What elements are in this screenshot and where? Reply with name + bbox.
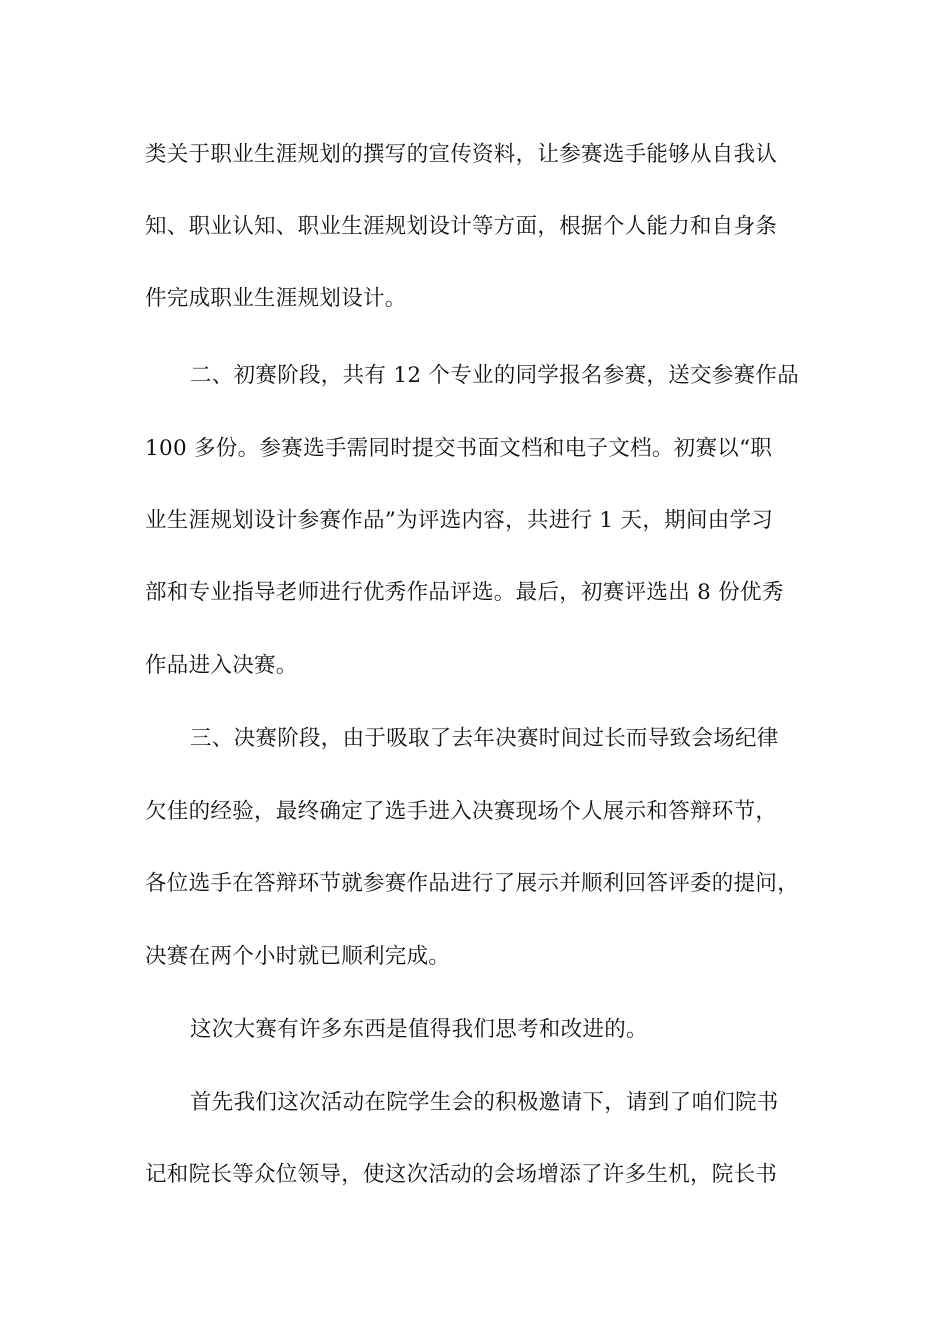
text-line: 100 多份。参赛选手需同时提交书面文档和电子文档。初赛以“职 <box>145 436 773 461</box>
text-line: 知、职业认知、职业生涯规划设计等方面，根据个人能力和自身条 <box>145 214 778 239</box>
paragraph-start-line: 三、决赛阶段，由于吸取了去年决赛时间过长而导致会场纪律 <box>190 726 779 751</box>
text-line: 件完成职业生涯规划设计。 <box>145 286 407 311</box>
paragraph-start-line: 二、初赛阶段，共有 12 个专业的同学报名参赛，送交参赛作品 <box>190 363 800 388</box>
text-line: 部和专业指导老师进行优秀作品评选。最后，初赛评选出 8 份优秀 <box>145 580 784 605</box>
text-line: 类关于职业生涯规划的撰写的宣传资料，让参赛选手能够从自我认 <box>145 142 778 167</box>
text-line: 业生涯规划设计参赛作品”为评选内容，共进行 1 天，期间由学习 <box>145 508 774 533</box>
text-line: 记和院长等众位领导，使这次活动的会场增添了许多生机，院长书 <box>145 1162 778 1187</box>
text-line: 欠佳的经验，最终确定了选手进入决赛现场个人展示和答辩环节， <box>145 799 778 824</box>
text-line: 各位选手在答辩环节就参赛作品进行了展示并顺利回答评委的提问， <box>145 871 800 896</box>
paragraph-start-line: 首先我们这次活动在院学生会的积极邀请下，请到了咱们院书 <box>190 1090 779 1115</box>
text-line: 决赛在两个小时就已顺利完成。 <box>145 944 451 969</box>
paragraph-start-line: 这次大赛有许多东西是值得我们思考和改进的。 <box>190 1017 648 1042</box>
text-line: 作品进入决赛。 <box>145 653 298 678</box>
